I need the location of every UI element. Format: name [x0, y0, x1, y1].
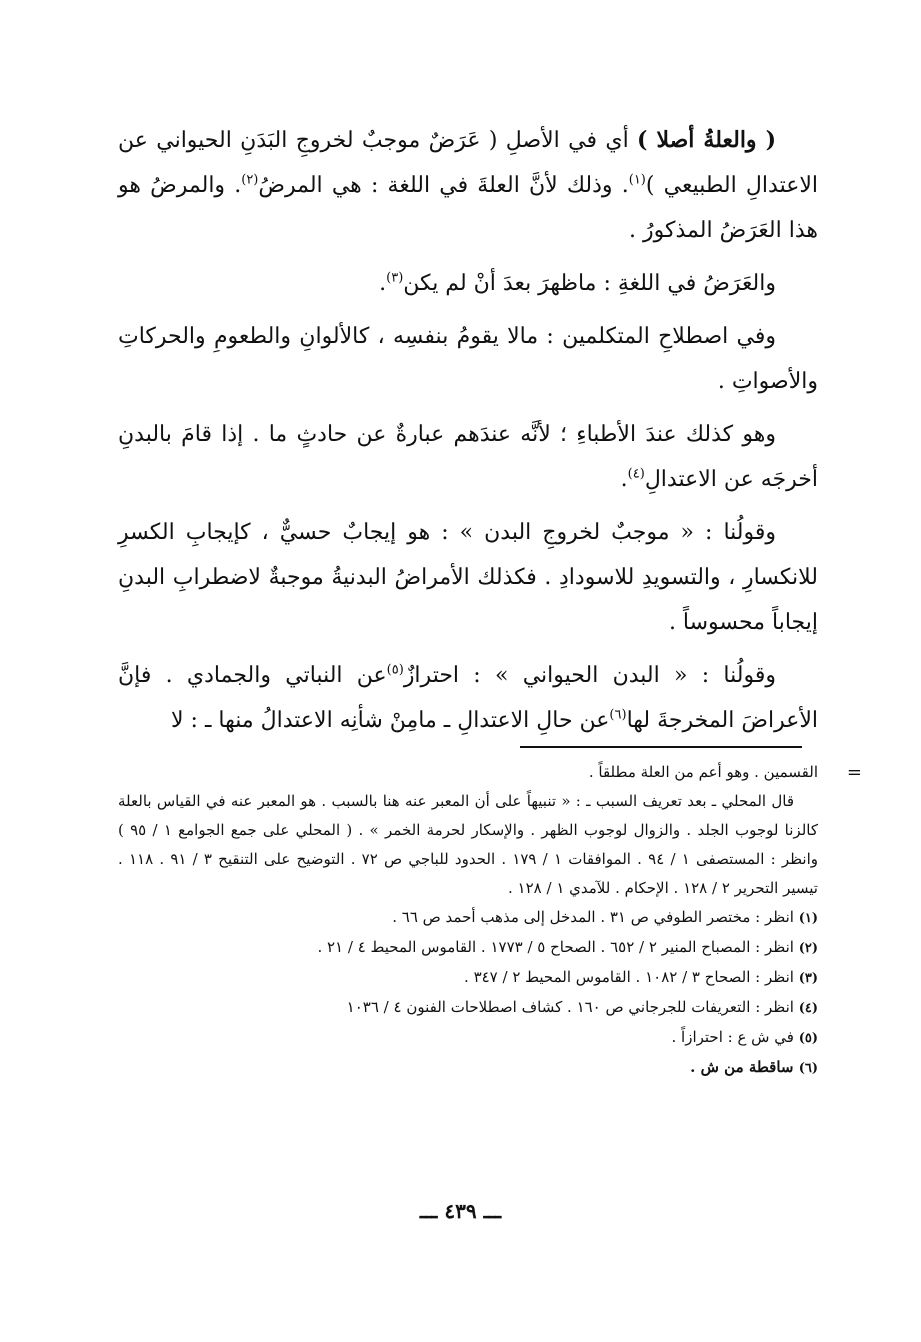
footnote-1	[118, 903, 818, 933]
paragraph-4	[118, 412, 818, 502]
paragraph-5	[118, 510, 818, 645]
footnote-number: (٥)	[798, 1031, 818, 1046]
footnote-continuation-paragraph: قال المحلي ـ بعد تعريف السبب ـ : « تنبيهاً على أن المعبر عنه هنا بالسبب . هو المعبر عنه في القياس بالعلة كالزنا لوجوب الجلد . والزوال لوجوب الظهر . والإسكار لحرمة الخمر » . ( المحلي على جمع الجوامع ١ / ٩٥ ) وانظر : المستصفى ١ / ٩٤ . الموافقات ١ / ١٧٩ . الحدود للباجي ص ٧٢ . التوضيح على التنقيح ٣ / ٩١ . ١١٨ . تيسير التحرير ٢ / ١٢٨ . الإحكام . للآمدي ١ / ١٢٨ .	[118, 792, 819, 897]
footnote-ref: (٢)	[241, 172, 259, 188]
paragraph-1	[118, 118, 818, 253]
paragraph-text: وفي اصطلاحِ المتكلمين : مالا يقومُ بنفسِه ، كالألوانِ والطعومِ والحركاتِ والأصواتِ .	[118, 324, 818, 394]
footnote-continuation-text: القسمين . وهو أعم من العلة مطلقاً .	[588, 763, 818, 781]
footnote-text: انظر : المصباح المنير ٢ / ٦٥٢ . الصحاح ٥ / ١٧٧٣ . القاموس المحيط ٤ / ٢١ .	[317, 938, 799, 956]
continuation-marker: =	[846, 762, 862, 783]
paragraph-text: . والمرضُ هو هذا العَرَضُ المذكورُ .	[118, 173, 818, 243]
paragraph-6	[118, 653, 818, 743]
footnote-number: (١)	[798, 911, 818, 926]
paragraph-text: والعَرَضُ في اللغةِ : ماظهرَ بعدَ أنْ لم يكن	[403, 271, 776, 296]
paragraph-text: وقولُنا : « البدن الحيواني » : احترازٌ	[403, 663, 776, 688]
paragraph-3	[118, 314, 818, 404]
footnote-number: (٢)	[798, 941, 818, 956]
paragraph-text: عن حالِ الاعتدالِ ـ مامِنْ شأنِه الاعتدالُ منها ـ : لا	[171, 708, 610, 733]
bold-lead: ( والعلةُ أصلا )	[637, 127, 776, 153]
footnote-number: (٦)	[798, 1061, 818, 1076]
paragraph-text: أي في الأصلِ ( عَرَضٌ موجبٌ لخروجِ البَدَنِ الحيواني عن الاعتدالِ الطبيعي )	[118, 128, 818, 198]
paragraph-text: عن النباتي والجمادي . فإنَّ الأعراضَ المخرجةَ لها	[118, 663, 818, 733]
footnote-3	[118, 963, 818, 993]
footnote-ref: (١)	[628, 172, 646, 188]
footnote-2	[118, 933, 818, 963]
footnote-text: انظر : مختصر الطوفي ص ٣١ . المدخل إلى مذهب أحمد ص ٦٦ .	[392, 908, 799, 926]
page-number: ـــ ٤٣٩ ـــ	[419, 1199, 502, 1223]
paragraph-2	[118, 261, 818, 306]
footnotes	[118, 758, 862, 1083]
paragraph-text: وهو كذلك عندَ الأطباءِ ؛ لأنَّه عندَهم عبارةٌ عن حادثٍ ما . إذا قامَ بالبدنِ أخرجَه عن الاعتدالِ	[118, 422, 818, 492]
footnote-number: (٤)	[798, 1001, 818, 1016]
footnote-ref: (٤)	[627, 466, 645, 482]
footnote-text: انظر : التعريفات للجرجاني ص ١٦٠ . كشاف اصطلاحات الفنون ٤ / ١٠٣٦	[346, 998, 799, 1016]
footnote-number: (٣)	[798, 971, 818, 986]
footnote-separator	[520, 746, 802, 748]
footnote-ref: (٥)	[386, 662, 404, 678]
footnote-6	[118, 1053, 818, 1083]
footnote-ref: (٦)	[609, 707, 627, 723]
footnote-ref: (٣)	[386, 270, 404, 286]
footnote-text: ساقطة من ش .	[690, 1058, 799, 1076]
footnote-continuation-line	[118, 758, 862, 787]
paragraph-text: .	[379, 271, 387, 296]
paragraph-text: وقولُنا : « موجبٌ لخروجِ البدن » : هو إيجابٌ حسيٌّ ، كإيجابِ الكسرِ للانكسارِ ، والتسويدِ للاسودادِ . فكذلك الأمراضُ البدنيةُ موجبةٌ لاضطرابِ البدنِ إيجاباً محسوساً .	[118, 520, 818, 635]
paragraph-text: .	[620, 467, 628, 492]
footnote-text: في ش ع : احترازاً .	[671, 1028, 799, 1046]
main-text	[118, 118, 818, 743]
footnote-5	[118, 1023, 818, 1053]
footnote-text: انظر : الصحاح ٣ / ١٠٨٢ . القاموس المحيط ٢ / ٣٤٧ .	[464, 968, 799, 986]
footnote-4	[118, 993, 818, 1023]
paragraph-text: . وذلك لأنَّ العلةَ في اللغة : هي المرضُ	[258, 173, 629, 198]
